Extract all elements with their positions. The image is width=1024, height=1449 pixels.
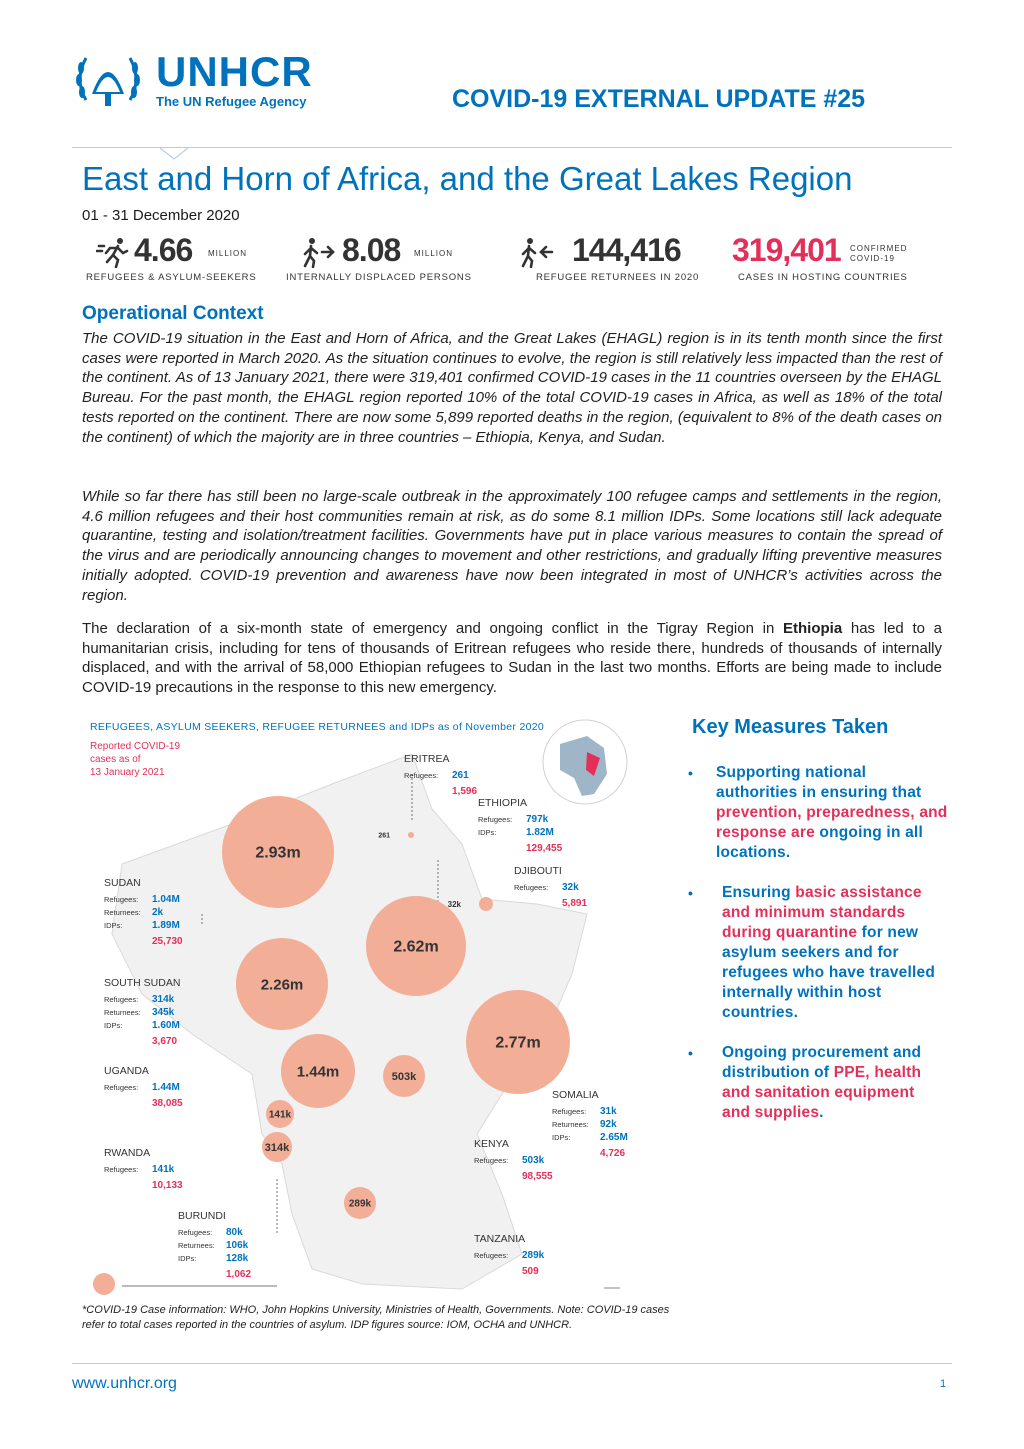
- refugees-value: 1.44M: [152, 1082, 180, 1093]
- country-name-burundi: BURUNDI: [178, 1210, 226, 1222]
- country-name-uganda: UGANDA: [104, 1065, 149, 1077]
- returnees-label: Returnees:: [178, 1241, 215, 1250]
- key-measure-highlight: basic assistance and minimum standards during quarantine: [722, 884, 922, 941]
- bubble-label: 261: [378, 832, 390, 840]
- stat-refugees-number: 4.66: [134, 232, 193, 268]
- stat-returnees-label: REFUGEE RETURNEES IN 2020: [536, 272, 700, 283]
- returnees-label: Returnees:: [104, 908, 141, 917]
- refugees-value: 261: [452, 770, 469, 781]
- refugees-value: 31k: [600, 1106, 617, 1117]
- refugees-label: Refugees:: [104, 1165, 139, 1174]
- bubble-label: 314k: [264, 1141, 290, 1154]
- stat-idps-label: INTERNALLY DISPLACED PERSONS: [286, 272, 472, 283]
- returnees-label: Returnees:: [552, 1120, 589, 1129]
- covid-cases-value: 10,133: [152, 1180, 183, 1191]
- population-bubble: [479, 897, 493, 911]
- bubble-label: 2.62m: [393, 938, 439, 956]
- divider-notch-icon: [160, 147, 188, 161]
- refugees-label: Refugees:: [104, 1083, 139, 1092]
- stat-covid-number: 319,401: [732, 232, 841, 268]
- returning-person-icon: [518, 236, 556, 268]
- refugees-label: Refugees:: [404, 771, 439, 780]
- idps-value: 1.60M: [152, 1020, 180, 1031]
- covid-cases-value: 1,596: [452, 786, 478, 797]
- refugees-label: Refugees:: [104, 995, 139, 1004]
- key-measure-item: [688, 883, 946, 1023]
- stat-covid-label: CASES IN HOSTING COUNTRIES: [738, 272, 908, 283]
- refugees-label: Refugees:: [178, 1228, 213, 1237]
- map-source-caption: *COVID-19 Case information: WHO, John Hopkins University, Ministries of Health, Governments. Note: COVID-19 cases refer to total cases reported in the countries of asylum. IDP figures source: IOM, OCHA and UNHCR.: [82, 1304, 670, 1331]
- covid-cases-value: 38,085: [152, 1098, 183, 1109]
- key-measure-text: Ongoing procurement and distribution of: [722, 1044, 922, 1081]
- footer-link[interactable]: www.unhcr.org: [72, 1375, 177, 1392]
- context-paragraph-2: While so far there has still been no large-scale outbreak in the approximately 100 refugee camps and settlements in the region, 4.6 million refugees and their host communities remain at risk, as do some 8.1 million IDPs. Some locations still lack adequate quarantine, testing and isolation/treatment facilities. Governments have put in place various measures to contain the spread of the virus and are periodically announcing changes to movement and other restrictions, and gradually lifting preventive measures initially adopted. COVID-19 prevention and awareness have now been integrated in most of UNHCR’s activities across the region.: [82, 488, 942, 604]
- country-name-tanzania: TANZANIA: [474, 1233, 526, 1245]
- footer-divider: [72, 1363, 952, 1364]
- key-measure-highlight: prevention, preparedness, and response are: [716, 804, 948, 841]
- context-paragraph-3-start: The declaration of a six-month state of emergency and ongoing conflict in the Tigray Region in: [82, 620, 784, 637]
- population-bubble: [408, 832, 414, 838]
- stat-idps-number: 8.08: [342, 232, 401, 268]
- country-name-sudan: SUDAN: [104, 877, 141, 889]
- refugees-label: Refugees:: [474, 1156, 509, 1165]
- stat-returnees: [518, 232, 718, 288]
- country-name-djibouti: DJIBOUTI: [514, 865, 562, 877]
- refugees-value: 503k: [522, 1155, 545, 1166]
- country-name-rwanda: RWANDA: [104, 1147, 151, 1159]
- map-title: REFUGEES, ASYLUM SEEKERS, REFUGEE RETURNEES and IDPs as of November 2020: [90, 721, 544, 733]
- running-person-icon: [96, 236, 134, 268]
- covid-cases-value: 4,726: [600, 1148, 626, 1159]
- update-title: COVID-19 EXTERNAL UPDATE #25: [452, 85, 866, 113]
- refugees-label: Refugees:: [478, 815, 513, 824]
- key-measures-heading: Key Measures Taken: [692, 716, 889, 738]
- bullet-icon: •: [688, 885, 694, 901]
- country-name-south-sudan: SOUTH SUDAN: [104, 977, 181, 989]
- page-number: 1: [940, 1378, 947, 1390]
- refugees-value: 289k: [522, 1250, 545, 1261]
- bubble-label: 1.44m: [296, 1063, 340, 1081]
- map-legend-note-3: 13 January 2021: [90, 767, 165, 778]
- idps-value: 1.82M: [526, 827, 554, 838]
- idps-label: IDPs:: [104, 921, 123, 930]
- returnees-label: Returnees:: [104, 1008, 141, 1017]
- returnees-value: 106k: [226, 1240, 249, 1251]
- refugees-value: 32k: [562, 882, 579, 893]
- regional-map: [82, 714, 642, 1300]
- covid-cases-value: 5,891: [562, 898, 588, 909]
- context-paragraph-3: [82, 619, 942, 698]
- map-legend-note-1: Reported COVID-19: [90, 741, 181, 752]
- refugees-value: 141k: [152, 1164, 175, 1175]
- covid-cases-value: 98,555: [522, 1171, 553, 1182]
- bubble-label: 141k: [268, 1109, 292, 1121]
- laurel-figure-icon: [72, 48, 144, 110]
- bubble-label: 32k: [447, 899, 461, 909]
- covid-cases-value: 3,670: [152, 1036, 178, 1047]
- country-name-somalia: SOMALIA: [552, 1089, 599, 1101]
- context-paragraph-3-end: has led to a humanitarian crisis, including for tens of thousands of Eritrean refugees who reside there, hundreds of thousands of internally displaced, and with the arrival of 58,000 Ethiopian refugees to Sudan in the last two months. Efforts are being made to include COVID-19 precautions in the response to this new emergency.: [82, 620, 942, 697]
- key-measure-text: Supporting national authorities in ensuring that: [716, 764, 922, 801]
- idps-label: IDPs:: [478, 828, 497, 837]
- key-measure-text: ongoing in all locations.: [716, 824, 923, 861]
- operational-context-heading: Operational Context: [82, 303, 264, 324]
- stat-refugees: [86, 232, 276, 288]
- refugees-value: 314k: [152, 994, 175, 1005]
- covid-cases-value: 129,455: [526, 843, 563, 854]
- bullet-icon: •: [688, 1045, 694, 1061]
- stat-refugees-label: REFUGEES & ASYLUM-SEEKERS: [86, 272, 257, 283]
- returnees-value: 2k: [152, 907, 164, 918]
- refugees-label: Refugees:: [552, 1107, 587, 1116]
- header-divider: [72, 147, 952, 148]
- key-measure-text: for new asylum seekers and for refugees who have travelled internally within host countries.: [722, 924, 936, 1021]
- stat-refugees-unit: MILLION: [208, 249, 248, 258]
- key-measure-text: .: [819, 1104, 824, 1121]
- stat-idps: [286, 232, 498, 288]
- key-measure-highlight: PPE, health and sanitation equipment and supplies: [722, 1064, 922, 1121]
- idps-value: 2.65M: [600, 1132, 628, 1143]
- covid-cases-value: 1,062: [226, 1269, 252, 1280]
- idps-value: 128k: [226, 1253, 249, 1264]
- page-title: East and Horn of Africa, and the Great Lakes Region: [82, 160, 853, 197]
- stat-returnees-number: 144,416: [572, 232, 681, 268]
- refugees-label: Refugees:: [514, 883, 549, 892]
- refugees-label: Refugees:: [474, 1251, 509, 1260]
- unhcr-logo: [72, 48, 342, 114]
- covid-cases-value: 509: [522, 1266, 539, 1277]
- map-legend-note-2: cases as of: [90, 754, 141, 765]
- country-name-kenya: KENYA: [474, 1138, 509, 1150]
- key-measure-text: Ensuring: [722, 884, 796, 901]
- bubble-label: 2.93m: [255, 844, 301, 862]
- refugees-label: Refugees:: [104, 895, 139, 904]
- legend-bubble: [93, 1273, 115, 1295]
- country-name-ethiopia: ETHIOPIA: [478, 797, 528, 809]
- key-measure-item: [688, 763, 946, 863]
- bubble-label: 503k: [391, 1070, 417, 1083]
- idps-label: IDPs:: [104, 1021, 123, 1030]
- stat-covid-unit: CONFIRMED COVID-19: [850, 244, 908, 263]
- context-paragraph-1: The COVID-19 situation in the East and Horn of Africa, and the Great Lakes (EHAGL) region is in its tenth month since the first cases were reported in March 2020. As the situation continues to evolve, the region is still relatively less impacted than the rest of the continent. As of 13 January 2021, there were 319,401 confirmed COVID-19 cases in the 11 countries overseen by the EHAGL Bureau. For the past month, the EHAGL region reported 10% of the total COVID-19 cases in Africa, as well as 18% of the total tests reported on the continent. There are now some 5,899 reported deaths in the region, (equivalent to 8% of the death cases on the continent) of which the majority are in three countries – Ethiopia, Kenya, and Sudan.: [82, 330, 942, 446]
- idps-value: 1.89M: [152, 920, 180, 931]
- stat-idps-unit: MILLION: [414, 249, 454, 258]
- report-date: 01 - 31 December 2020: [82, 207, 240, 224]
- stat-covid-cases: [732, 232, 932, 288]
- bubble-label: 289k: [348, 1198, 372, 1210]
- returnees-value: 92k: [600, 1119, 617, 1130]
- walking-person-icon: [298, 236, 336, 268]
- key-measure-item: [688, 1043, 946, 1133]
- covid-cases-value: 25,730: [152, 936, 183, 947]
- idps-label: IDPs:: [178, 1254, 197, 1263]
- bubble-label: 2.26m: [260, 976, 304, 994]
- refugees-value: 80k: [226, 1227, 243, 1238]
- bullet-icon: •: [688, 765, 694, 781]
- refugees-value: 797k: [526, 814, 549, 825]
- ethiopia-highlight: Ethiopia: [783, 620, 843, 637]
- country-name-eritrea: ERITREA: [404, 753, 450, 765]
- logo-tagline: The UN Refugee Agency: [156, 94, 307, 109]
- bubble-label: 2.77m: [495, 1034, 541, 1052]
- returnees-value: 345k: [152, 1007, 175, 1018]
- idps-label: IDPs:: [552, 1133, 571, 1142]
- logo-wordmark: UNHCR: [156, 48, 313, 95]
- refugees-value: 1.04M: [152, 894, 180, 905]
